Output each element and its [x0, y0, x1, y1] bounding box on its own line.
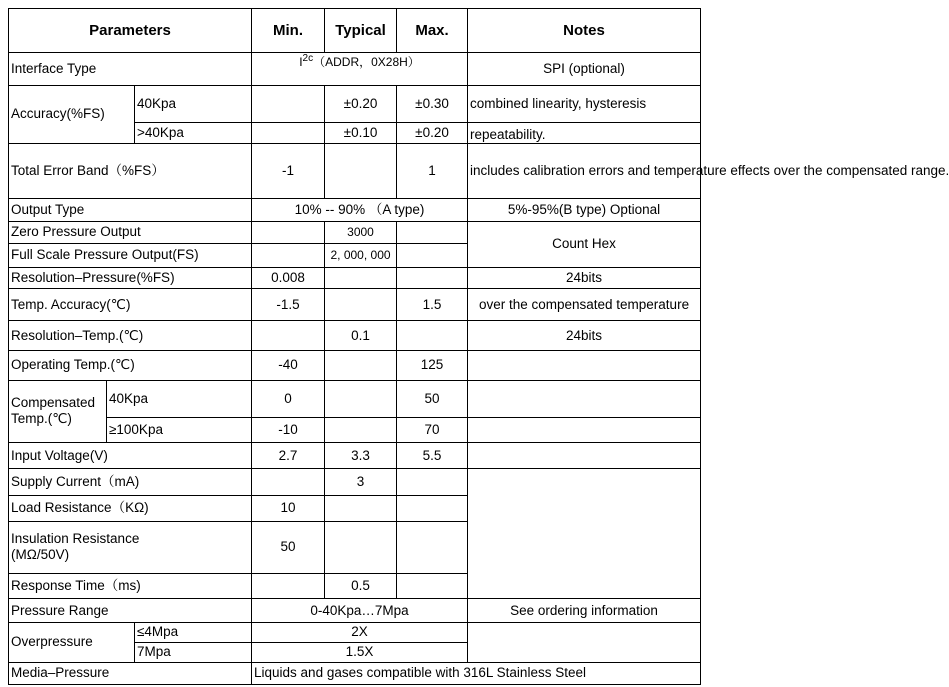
supply-current-min [252, 469, 325, 496]
overpressure-sub-1: ≤4Mpa [135, 623, 252, 642]
load-resistance-max [397, 496, 468, 521]
insulation-max [397, 521, 468, 573]
supply-current-label: Supply Current（mA) [9, 469, 252, 496]
response-time-typ: 0.5 [325, 574, 397, 599]
res-pressure-min: 0.008 [252, 267, 325, 288]
interface-rest: （ADDR，0X28H） [313, 55, 420, 70]
table-row [9, 417, 701, 442]
compensated-typ-2 [325, 417, 397, 442]
overpressure-notes [468, 623, 701, 662]
zero-pressure-max [397, 221, 468, 243]
accuracy-typ-1: ±0.20 [325, 85, 397, 122]
accuracy-typ-2: ±0.10 [325, 122, 397, 143]
table-row [9, 267, 701, 288]
compensated-max-1: 50 [397, 380, 468, 417]
overpressure-label: Overpressure [9, 623, 135, 662]
accuracy-min-2 [252, 122, 325, 143]
interface-i-prefix: I [299, 55, 303, 70]
input-voltage-min: 2.7 [252, 443, 325, 469]
temp-accuracy-max: 1.5 [397, 289, 468, 321]
table-row [9, 662, 701, 684]
temp-accuracy-typ [325, 289, 397, 321]
spec-table [8, 8, 949, 685]
accuracy-min-1 [252, 85, 325, 122]
operating-temp-notes [468, 351, 701, 380]
response-time-max [397, 574, 468, 599]
table-row [9, 599, 701, 623]
total-error-max: 1 [397, 143, 468, 198]
temp-accuracy-label: Temp. Accuracy(℃) [9, 289, 252, 321]
compensated-max-2: 70 [397, 417, 468, 442]
temp-accuracy-min: -1.5 [252, 289, 325, 321]
compensated-label [9, 380, 107, 442]
supply-current-max [397, 469, 468, 496]
total-error-min: -1 [252, 143, 325, 198]
insulation-min: 50 [252, 521, 325, 573]
total-error-notes: includes calibration errors and temperature effects over the compensated range. [468, 143, 701, 198]
table-row [9, 143, 701, 198]
table-row [9, 623, 701, 642]
input-voltage-typ: 3.3 [325, 443, 397, 469]
compensated-notes-1 [468, 380, 701, 417]
accuracy-sub-2: >40Kpa [135, 122, 252, 143]
load-resistance-min: 10 [252, 496, 325, 521]
input-voltage-max: 5.5 [397, 443, 468, 469]
accuracy-max-2: ±0.20 [397, 122, 468, 143]
header-min: Min. [252, 9, 325, 53]
accuracy-sub-1: 40Kpa [135, 85, 252, 122]
table-row [9, 351, 701, 380]
blank-notes-block [468, 469, 701, 599]
full-scale-max [397, 243, 468, 267]
zero-pressure-label: Zero Pressure Output [9, 221, 252, 243]
res-temp-label: Resolution–Temp.(℃) [9, 321, 252, 351]
compensated-sub-2: ≥100Kpa [107, 417, 252, 442]
res-pressure-label: Resolution–Pressure(%FS) [9, 267, 252, 288]
compensated-label-line1: Compensated [11, 395, 96, 411]
interface-value [252, 53, 468, 85]
output-type-notes: 5%-95%(B type) Optional [468, 199, 701, 221]
insulation-typ [325, 521, 397, 573]
res-temp-min [252, 321, 325, 351]
pressure-range-label: Pressure Range [9, 599, 252, 623]
header-notes: Notes [468, 9, 701, 53]
pressure-range-value: 0-40Kpa…7Mpa [252, 599, 468, 623]
response-time-min [252, 574, 325, 599]
insulation-label-line2: (MΩ/50V) [11, 547, 70, 563]
header-max: Max. [397, 9, 468, 53]
table-row [9, 321, 701, 351]
table-row [9, 221, 701, 243]
compensated-notes-2 [468, 417, 701, 442]
table-row [9, 53, 701, 85]
full-scale-label: Full Scale Pressure Output(FS) [9, 243, 252, 267]
full-scale-typ: 2, 000, 000 [325, 243, 397, 267]
operating-temp-label: Operating Temp.(℃) [9, 351, 252, 380]
operating-temp-max: 125 [397, 351, 468, 380]
interface-sup: 2c [302, 53, 314, 65]
table-row [9, 289, 701, 321]
accuracy-notes-2: repeatability. [468, 122, 701, 143]
accuracy-max-1: ±0.30 [397, 85, 468, 122]
res-pressure-max [397, 267, 468, 288]
overpressure-value-2: 1.5X [252, 642, 468, 662]
compensated-sub-1: 40Kpa [107, 380, 252, 417]
res-temp-max [397, 321, 468, 351]
total-error-typ [325, 143, 397, 198]
temp-accuracy-notes: over the compensated temperature [468, 289, 701, 321]
res-pressure-typ [325, 267, 397, 288]
table-row [9, 443, 701, 469]
table-row [9, 469, 701, 496]
res-temp-typ: 0.1 [325, 321, 397, 351]
accuracy-notes-1: combined linearity, hysteresis [468, 85, 701, 122]
overpressure-sub-2: 7Mpa [135, 642, 252, 662]
output-type-value: 10% -- 90% （A type) [252, 199, 468, 221]
compensated-label-line2: Temp.(℃) [11, 411, 72, 427]
full-scale-min [252, 243, 325, 267]
pressure-range-notes: See ordering information [468, 599, 701, 623]
header-parameters: Parameters [9, 9, 252, 53]
compensated-typ-1 [325, 380, 397, 417]
input-voltage-label: Input Voltage(V) [9, 443, 252, 469]
accuracy-label: Accuracy(%FS) [9, 85, 135, 143]
interface-label: Interface Type [9, 53, 252, 85]
compensated-min-1: 0 [252, 380, 325, 417]
media-value: Liquids and gases compatible with 316L Stainless Steel [252, 662, 701, 684]
compensated-min-2: -10 [252, 417, 325, 442]
zero-pressure-min [252, 221, 325, 243]
input-voltage-notes [468, 443, 701, 469]
insulation-label-line1: Insulation Resistance [11, 531, 140, 547]
operating-temp-typ [325, 351, 397, 380]
table-row [9, 199, 701, 221]
supply-current-typ: 3 [325, 469, 397, 496]
interface-notes: SPI (optional) [468, 53, 701, 85]
table-row [9, 380, 701, 417]
zero-pressure-typ: 3000 [325, 221, 397, 243]
load-resistance-label: Load Resistance（KΩ) [9, 496, 252, 521]
header-typical: Typical [325, 9, 397, 53]
insulation-label [9, 521, 252, 573]
res-pressure-notes: 24bits [468, 267, 701, 288]
output-type-label: Output Type [9, 199, 252, 221]
operating-temp-min: -40 [252, 351, 325, 380]
count-hex-note: Count Hex [468, 221, 701, 267]
overpressure-value-1: 2X [252, 623, 468, 642]
media-label: Media–Pressure [9, 662, 252, 684]
res-temp-notes: 24bits [468, 321, 701, 351]
table-row [9, 85, 701, 122]
load-resistance-typ [325, 496, 397, 521]
header-row [9, 9, 701, 53]
response-time-label: Response Time（ms) [9, 574, 252, 599]
total-error-label: Total Error Band（%FS） [9, 143, 252, 198]
